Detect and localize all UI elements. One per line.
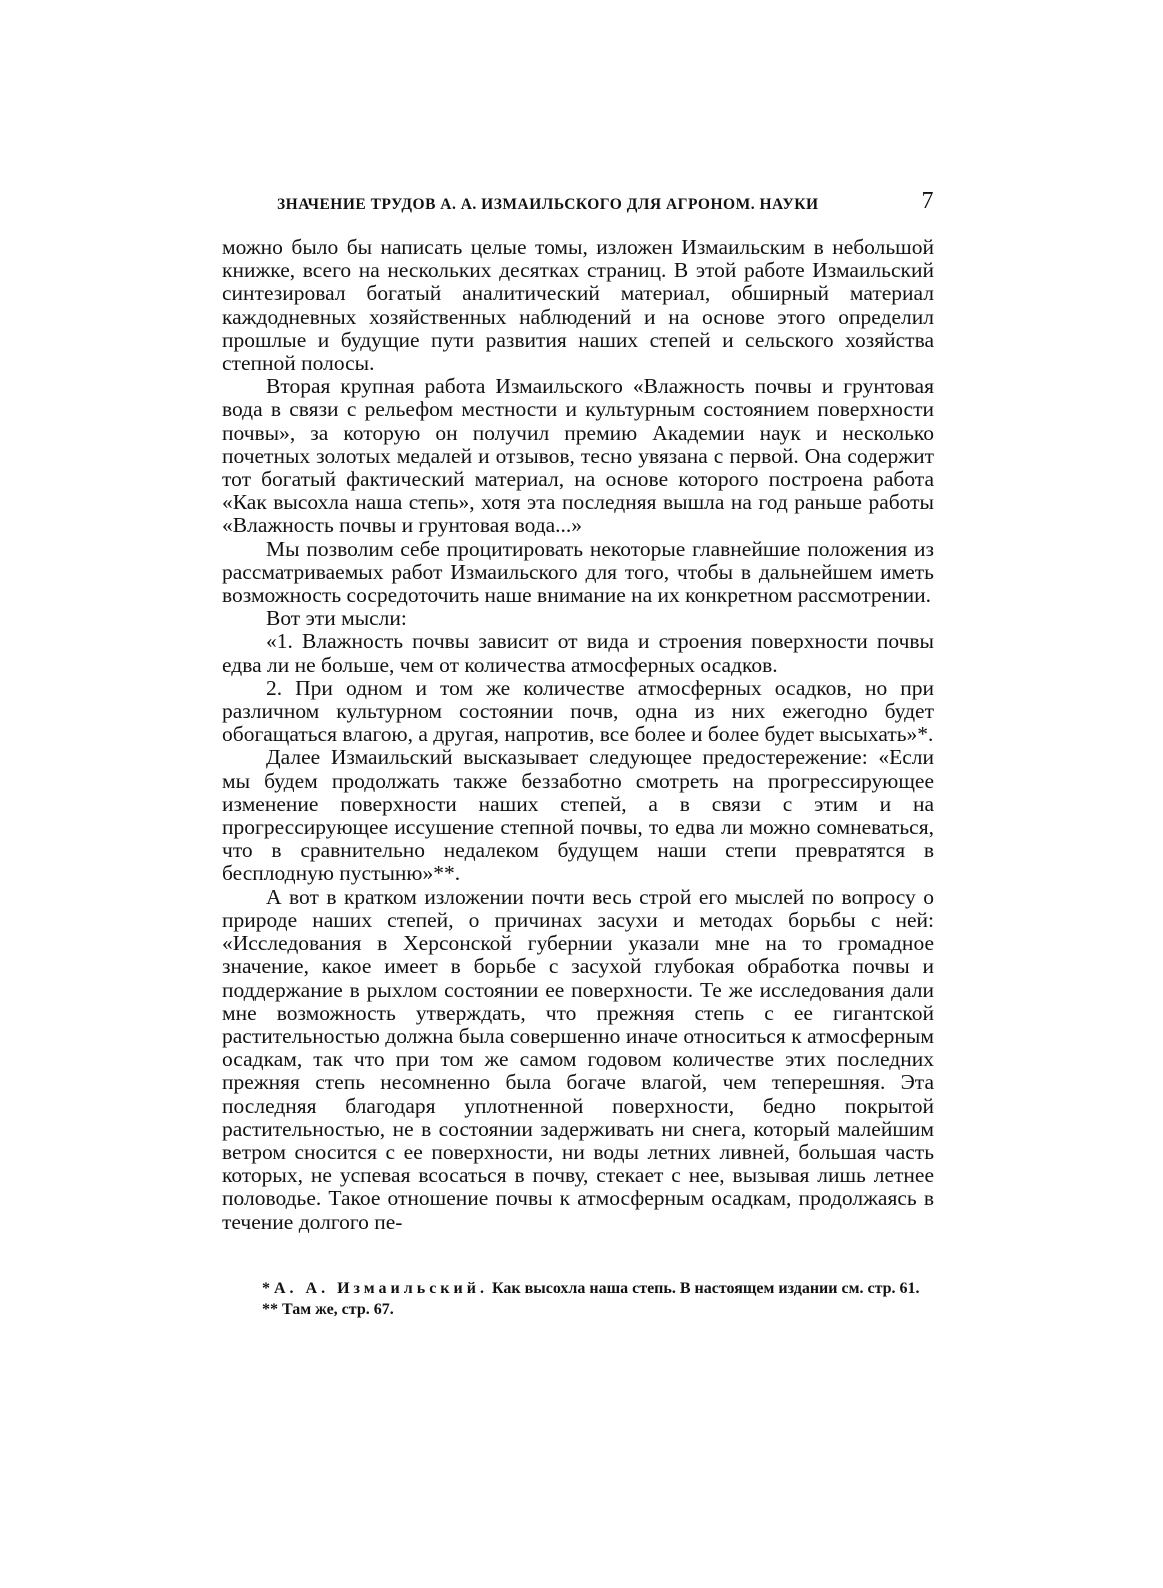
footnote-2 bbox=[222, 1299, 934, 1320]
body-text bbox=[222, 236, 934, 1234]
running-title: ЗНАЧЕНИЕ ТРУДОВ А. А. ИЗМАИЛЬСКОГО ДЛЯ АГРОНОМ. НАУКИ bbox=[277, 196, 819, 213]
paragraph-warning: Далее Измаильский высказывает следующее предостережение: «Если мы будем продолжать также беззаботно смотреть на прогрессирующее изменение поверхности наших степей, а в связи с этим и на прогрессирующее иссушение степной почвы, то едва ли можно сомневаться, что в сравнительно недалеком будущем наши степи превратятся в бесплодную пустыню»**. bbox=[222, 745, 934, 886]
paragraph-citation-intro: Мы позволим себе процитировать некоторые главнейшие положения из рассматриваемых работ Измаильского для того, чтобы в дальнейшем иметь возможность сосредоточить наше внимание на их конкретном рассмотрении. bbox=[222, 536, 934, 608]
paragraph-second-work: Вторая крупная работа Измаильского «Влажность почвы и грунтовая вода в связи с рельефом местности и культурным состоянием поверхности почвы», за которую он получил премию Академии наук и несколько почетных золотых медалей и отзывов, тесно увязана с первой. Она содержит тот богатый фактический материал, на основе которого построена работа «Как высохла наша степь», хотя эта последняя вышла на год раньше работы «Влажность почвы и грунтовая вода...» bbox=[222, 374, 934, 538]
running-header bbox=[222, 190, 934, 220]
book-page bbox=[222, 190, 934, 1490]
footnote-1-author: А. А. Измаильский. bbox=[274, 1279, 488, 1297]
footnote-2-marker: ** bbox=[262, 1300, 278, 1318]
quote-point-1: «1. Влажность почвы зависит от вида и строения поверхности почвы едва ли не больше, чем от количества атмосферных осадков. bbox=[222, 629, 934, 677]
paragraph-thoughts-lead: Вот эти мысли: bbox=[266, 606, 407, 631]
footnotes bbox=[222, 1278, 934, 1320]
footnote-1 bbox=[222, 1278, 934, 1299]
footnote-1-text: Как высохла наша степь. В настоящем издании см. стр. 61. bbox=[491, 1279, 920, 1297]
paragraph-summary: А вот в кратком изложении почти весь строй его мыслей по вопросу о природе наших степей, о причинах засухи и методах борьбы с ней: «Исследования в Херсонской губернии указали мне на то громадное значение, какое имеет в борьбе с засухой глубокая обработка почвы и поддержание в рыхлом состоянии ее поверхности. Те же исследования дали мне возможность утверждать, что прежняя степь с ее гигантской растительностью должна была совершенно иначе относиться к атмосферным осадкам, так что при том же самом годовом количестве этих последних прежняя степь несомненно была богаче влагой, чем теперешняя. Эта последняя благодаря уплотненной поверхности, бедно покрытой растительностью, не в состоянии задерживать ни снега, который малейшим ветром сносится с ее поверхности, ни воды летних ливней, большая часть которых, не успевая всосаться в почву, стекает с нее, вызывая лишь летнее половодье. Такое отношение почвы к атмосферным осадкам, продолжаясь в течение долгого пе- bbox=[222, 884, 934, 1234]
quote-point-2: 2. При одном и том же количестве атмосферных осадков, но при различном культурном состоянии почв, одна из них ежегодно будет обогащаться влагою, а другая, напротив, все более и более будет высыхать»*. bbox=[222, 675, 934, 747]
footnote-1-marker: * bbox=[262, 1279, 270, 1297]
paragraph-continuation: можно было бы написать целые томы, изложен Измаильским в небольшой книжке, всего на нескольких десятках страниц. В этой работе Измаильский синтезировал богатый аналитический материал, обширный материал каждодневных хозяйственных наблюдений и на основе этого определил прошлые и будущие пути развития наших степей и сельского хозяйства степной полосы. bbox=[222, 235, 934, 376]
footnote-2-text: Там же, стр. 67. bbox=[282, 1300, 394, 1318]
page-number: 7 bbox=[921, 188, 934, 214]
